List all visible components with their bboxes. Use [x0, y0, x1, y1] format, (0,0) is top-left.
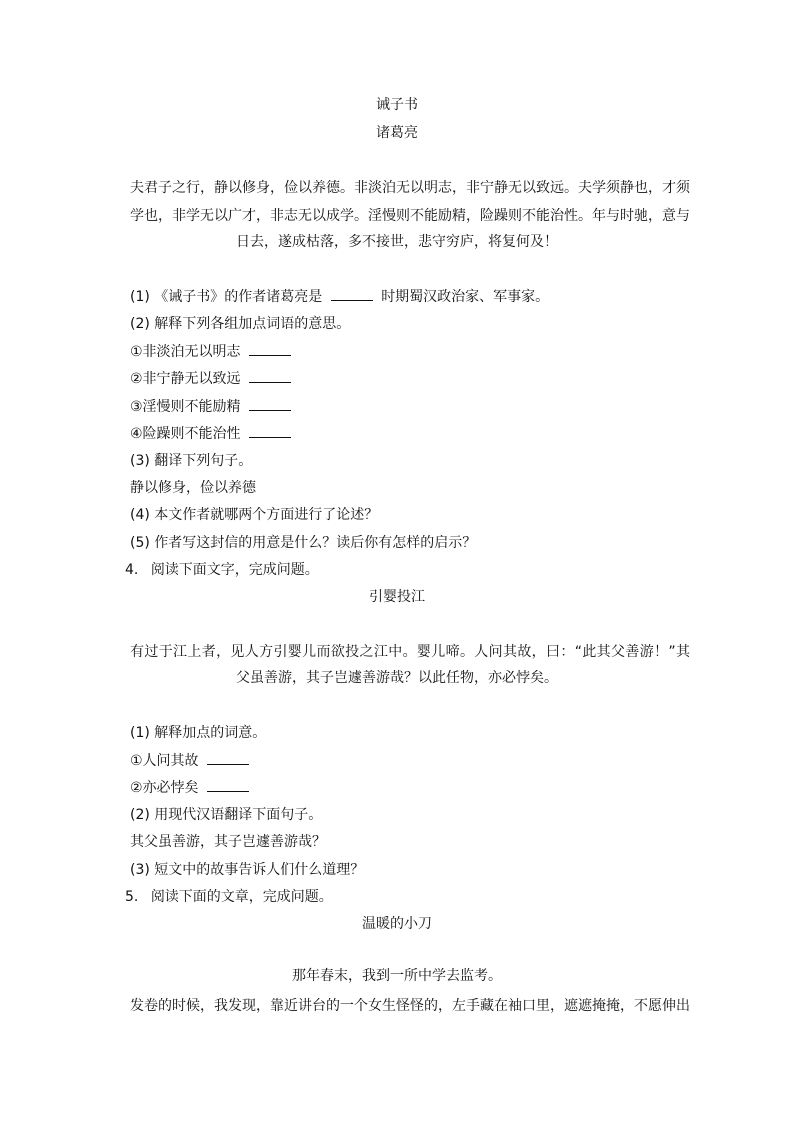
item-heading — [125, 560, 319, 580]
question-1: (1) 解释加点的词意。 — [130, 725, 267, 741]
question-item-text: ④险躁则不能治性 — [130, 426, 241, 442]
question-item-text: ①非淡泊无以明志 — [130, 344, 241, 360]
question-item-text: ③淫慢则不能励精 — [130, 399, 241, 415]
item-instruction: 阅读下面的文章，完成问题。 — [150, 889, 333, 905]
question-text: (1) 《诫子书》的作者诸葛亮是 — [130, 289, 323, 305]
answer-blank[interactable] — [207, 779, 249, 792]
question-2: (2) 解释下列各组加点词语的意思。 — [130, 316, 351, 332]
passage-line: 有过于江上者，见人方引婴儿而欲投之江中。婴儿啼。人问其故，曰：“此其父善游！”其 — [130, 644, 690, 660]
question-item — [130, 397, 295, 417]
question-text: 时期蜀汉政治家、军事家。 — [381, 289, 550, 305]
question-item-text: ②非宁静无以致远 — [130, 371, 241, 387]
answer-blank[interactable] — [331, 288, 373, 301]
question-item-text: ②亦必悖矣 — [130, 780, 199, 796]
item-number: 4. — [125, 562, 139, 578]
question-1 — [130, 287, 549, 307]
passage-line: 学也，非学无以广才，非志无以成学。淫慢则不能励精，险躁则不能治性。年与时驰，意与 — [130, 208, 690, 224]
question-item-text: ①人问其故 — [130, 753, 199, 769]
passage-title: 引婴投江 — [369, 589, 425, 605]
question-item — [130, 424, 295, 444]
answer-blank[interactable] — [249, 370, 291, 383]
question-item — [130, 369, 295, 389]
answer-blank[interactable] — [249, 343, 291, 356]
question-item — [130, 778, 253, 798]
passage-line: 夫君子之行，静以修身，俭以养德。非淡泊无以明志，非宁静无以致远。夫学须静也，才须 — [130, 180, 690, 196]
passage-line: 日去，遂成枯落，多不接世，悲守穷庐，将复何及！ — [236, 234, 558, 250]
passage-author: 诸葛亮 — [376, 125, 418, 141]
question-sentence: 其父虽善游，其子岂遽善游哉？ — [130, 834, 326, 850]
question-item — [130, 342, 295, 362]
passage-title: 温暖的小刀 — [362, 916, 432, 932]
answer-blank[interactable] — [249, 425, 291, 438]
answer-blank[interactable] — [249, 398, 291, 411]
passage-line: 那年春末，我到一所中学去监考。 — [292, 968, 502, 984]
question-2: (2) 用现代汉语翻译下面句子。 — [130, 807, 323, 823]
question-3: (3) 短文中的故事告诉人们什么道理？ — [130, 862, 365, 878]
item-number: 5. — [125, 889, 139, 905]
answer-blank[interactable] — [207, 752, 249, 765]
question-3: (3) 翻译下列句子。 — [130, 453, 253, 469]
question-sentence: 静以修身，俭以养德 — [130, 480, 256, 496]
question-4: (4) 本文作者就哪两个方面进行了论述？ — [130, 507, 379, 523]
question-5: (5) 作者写这封信的用意是什么？读后你有怎样的启示？ — [130, 535, 477, 551]
passage-line: 发卷的时候，我发现，靠近讲台的一个女生怪怪的，左手藏在袖口里，遮遮掩掩，不愿伸出 — [130, 998, 690, 1014]
item-heading — [125, 887, 333, 907]
passage-line: 父虽善游，其子岂遽善游哉？以此任物，亦必悖矣。 — [236, 670, 558, 686]
question-item — [130, 751, 253, 771]
item-instruction: 阅读下面文字，完成问题。 — [150, 562, 319, 578]
passage-title: 诫子书 — [376, 97, 418, 113]
